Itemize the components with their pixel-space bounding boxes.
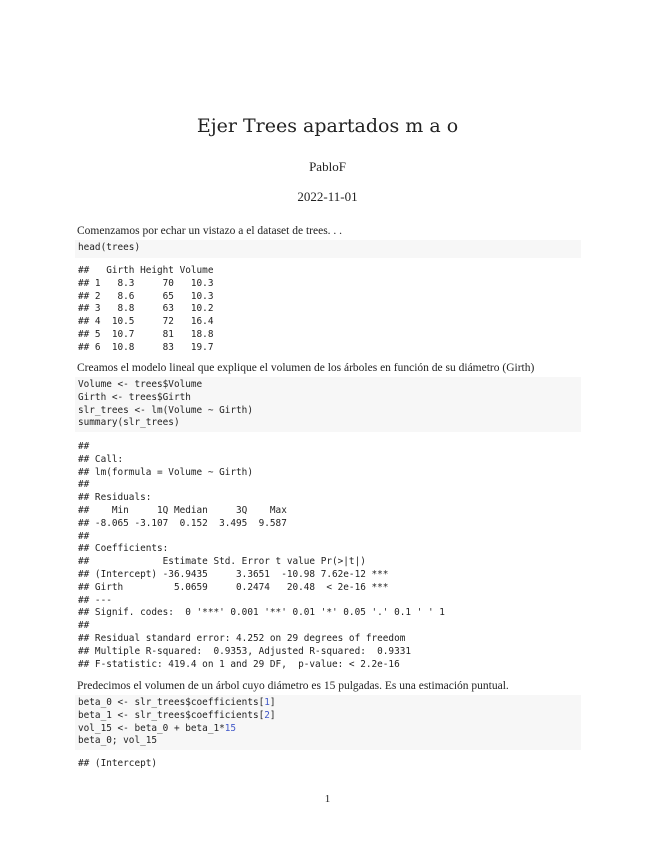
- output-line: ## 6 10.8 83 19.7: [78, 341, 214, 353]
- output-block-head: [78, 265, 213, 355]
- output-line: ##: [78, 479, 90, 491]
- code-line: [78, 723, 581, 736]
- output-line: ## -8.065 -3.107 0.152 3.495 9.587: [78, 517, 287, 529]
- output-line: ## Estimate Std. Error t value Pr(>|t|): [78, 556, 366, 568]
- output-line: ## (Intercept): [78, 758, 158, 769]
- output-line: ## Coefficients:: [78, 543, 169, 555]
- output-line: ## Signif. codes: 0 '***' 0.001 '**' 0.01 '*' 0.05 '.' 0.1 ' ' 1: [78, 607, 445, 619]
- output-line: ## Residual standard error: 4.252 on 29 degrees of freedom: [78, 632, 406, 644]
- intro-paragraph: Comenzamos por echar un vistazo a el dataset de trees. . .: [77, 225, 343, 237]
- code-line: [78, 710, 581, 723]
- output-line: ## 4 10.5 72 16.4: [78, 316, 214, 328]
- output-line: ## lm(formula = Volume ~ Girth): [78, 466, 253, 478]
- predict-paragraph: Predecimos el volumen de un árbol cuyo diámetro es 15 pulgadas. Es una estimación puntual.: [77, 680, 509, 692]
- output-line: ## F-statistic: 419.4 on 1 and 29 DF, p-value: < 2.2e-16: [78, 658, 400, 670]
- output-line: ## 2 8.6 65 10.3: [78, 290, 214, 302]
- code-text: vol_15 <- beta_0 + beta_1*: [78, 722, 225, 734]
- output-line: ## Girth 5.0659 0.2474 20.48 < 2e-16 ***: [78, 581, 389, 593]
- output-line: ## (Intercept) -36.9435 3.3651 -10.98 7.62e-12 ***: [78, 568, 389, 580]
- code-line: Girth <- trees$Girth: [78, 391, 191, 403]
- page-number: 1: [324, 793, 331, 805]
- output-line: ## 1 8.3 70 10.3: [78, 277, 214, 289]
- output-line: ## Min 1Q Median 3Q Max: [78, 504, 287, 516]
- output-block-predict: [78, 758, 157, 771]
- code-block-model: [75, 377, 581, 432]
- code-block-head: [75, 240, 581, 258]
- document-author: PabloF: [309, 159, 346, 174]
- numeric-literal: 1: [264, 697, 270, 708]
- output-line: ## ---: [78, 594, 112, 606]
- document-date: 2022-11-01: [297, 189, 358, 204]
- code-line: Volume <- trees$Volume: [78, 379, 203, 390]
- output-line: ##: [78, 441, 90, 452]
- code-line: head(trees): [78, 242, 141, 253]
- code-text: ]: [269, 697, 276, 708]
- code-text: beta_0; vol_15: [78, 735, 158, 747]
- document-title: Ejer Trees apartados m a o: [196, 115, 459, 137]
- code-text: beta_0 <- slr_trees$coefficients[: [78, 697, 265, 708]
- output-line: ## Call:: [78, 453, 124, 465]
- output-line: ## Residuals:: [78, 492, 152, 504]
- output-block-summary: [78, 441, 445, 671]
- output-line: ## Girth Height Volume: [78, 265, 214, 276]
- output-line: ##: [78, 620, 90, 632]
- code-block-predict: [75, 695, 581, 750]
- code-line: summary(slr_trees): [78, 417, 180, 429]
- code-text: beta_1 <- slr_trees$coefficients[: [78, 709, 265, 721]
- code-line: [78, 735, 581, 748]
- output-line: ##: [78, 530, 90, 542]
- numeric-literal: 15: [224, 722, 237, 734]
- model-paragraph: Creamos el modelo lineal que explique el volumen de los árboles en función de su diámetro (Girth): [77, 362, 535, 374]
- code-line: [78, 697, 581, 710]
- output-line: ## Multiple R-squared: 0.9353, Adjusted R-squared: 0.9331: [78, 645, 412, 657]
- numeric-literal: 2: [264, 709, 270, 721]
- code-line: slr_trees <- lm(Volume ~ Girth): [78, 404, 253, 416]
- code-text: ]: [269, 709, 276, 721]
- output-line: ## 5 10.7 81 18.8: [78, 328, 214, 340]
- output-line: ## 3 8.8 63 10.2: [78, 303, 214, 315]
